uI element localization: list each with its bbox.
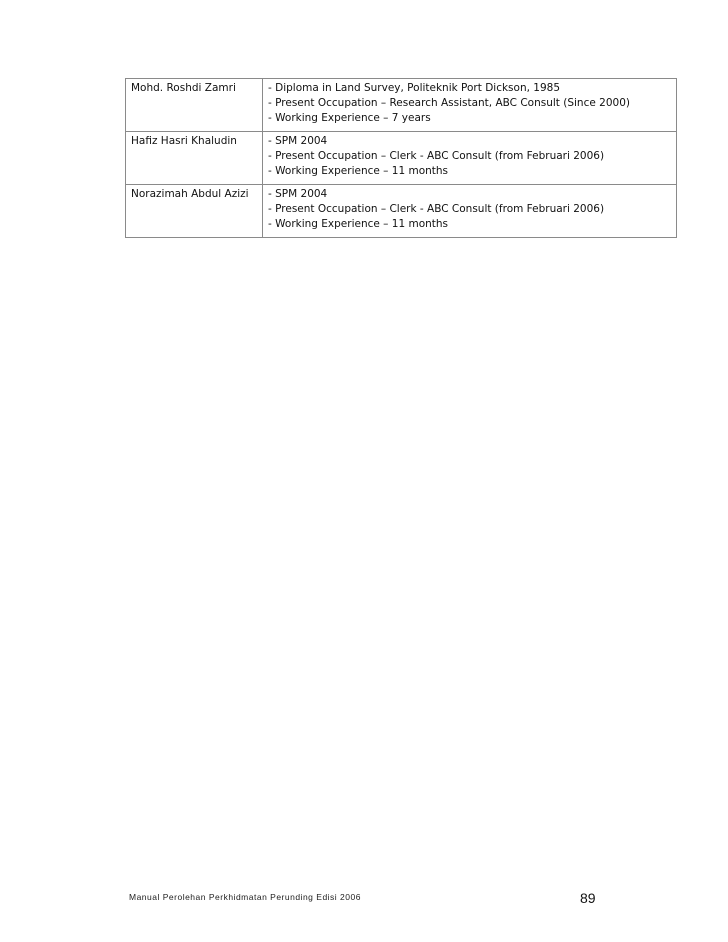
staff-qualification-table (125, 78, 677, 238)
staff-details-cell (263, 79, 677, 132)
detail-line: - SPM 2004 (268, 188, 328, 200)
detail-line: - Diploma in Land Survey, Politeknik Port Dickson, 1985 (268, 82, 561, 94)
detail-line: - Working Experience – 7 years (268, 112, 431, 124)
table-row (126, 79, 677, 132)
page-number: 89 (580, 890, 596, 906)
detail-line: - Present Occupation – Clerk - ABC Consult (from Februari 2006) (268, 203, 605, 215)
detail-line: - SPM 2004 (268, 135, 328, 147)
staff-name-cell (126, 185, 263, 238)
detail-line: - Working Experience – 11 months (268, 218, 449, 230)
table-row (126, 132, 677, 185)
staff-name-cell (126, 79, 263, 132)
staff-details-cell (263, 185, 677, 238)
detail-line: - Present Occupation – Clerk - ABC Consult (from Februari 2006) (268, 150, 605, 162)
detail-line: - Present Occupation – Research Assistant, ABC Consult (Since 2000) (268, 97, 630, 109)
staff-details-cell (263, 132, 677, 185)
staff-name: Hafiz Hasri Khaludin (131, 135, 237, 147)
staff-name-cell (126, 132, 263, 185)
table-row (126, 185, 677, 238)
detail-line: - Working Experience – 11 months (268, 165, 449, 177)
staff-name: Norazimah Abdul Azizi (131, 188, 249, 200)
staff-name: Mohd. Roshdi Zamri (131, 82, 236, 94)
footer-document-title: Manual Perolehan Perkhidmatan Perunding Edisi 2006 (129, 892, 361, 902)
